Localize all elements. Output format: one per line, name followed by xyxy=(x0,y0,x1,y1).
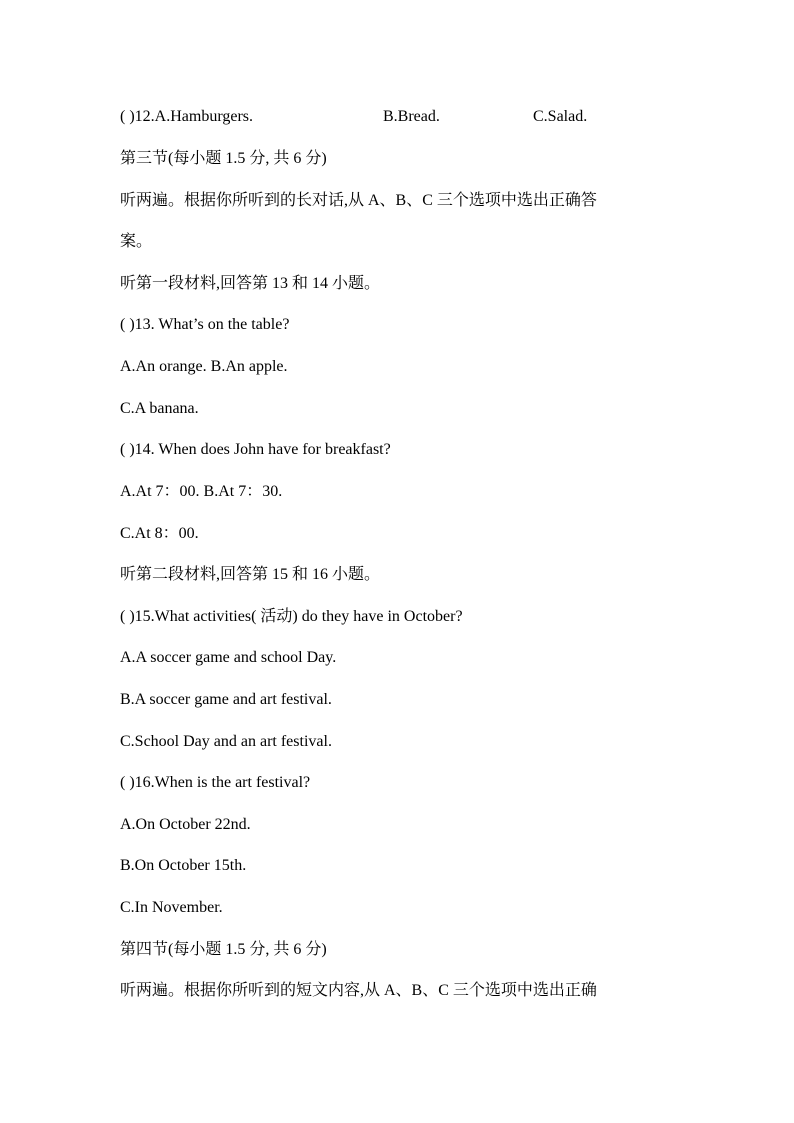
section-3-instruction-line-1: 听两遍。根据你所听到的长对话,从 A、B、C 三个选项中选出正确答 xyxy=(120,192,597,209)
question-15-option-c: C.School Day and an art festival. xyxy=(120,733,332,750)
question-13-stem: ( )13. What’s on the table? xyxy=(120,316,290,333)
question-16-option-b: B.On October 15th. xyxy=(120,857,247,874)
section-3-instruction-line-2: 案。 xyxy=(120,233,153,250)
material-1-intro: 听第一段材料,回答第 13 和 14 小题。 xyxy=(120,275,381,292)
question-12-option-c: C.Salad. xyxy=(533,108,588,125)
question-13-option-c: C.A banana. xyxy=(120,400,199,417)
section-4-heading: 第四节(每小题 1.5 分, 共 6 分) xyxy=(120,941,327,958)
question-12-option-b: B.Bread. xyxy=(383,108,440,125)
question-15-stem: ( )15.What activities( 活动) do they have in October? xyxy=(120,608,463,625)
section-3-heading: 第三节(每小题 1.5 分, 共 6 分) xyxy=(120,150,327,167)
question-15-option-b: B.A soccer game and art festival. xyxy=(120,691,332,708)
question-16-stem: ( )16.When is the art festival? xyxy=(120,774,311,791)
question-14-options-ab: A.At 7：00. B.At 7：30. xyxy=(120,483,283,500)
question-12 xyxy=(120,107,253,127)
question-16-option-c: C.In November. xyxy=(120,899,223,916)
material-2-intro: 听第二段材料,回答第 15 和 16 小题。 xyxy=(120,566,381,583)
question-12-stem: ( )12.A.Hamburgers. xyxy=(120,108,254,125)
question-14-stem: ( )14. When does John have for breakfast? xyxy=(120,441,391,458)
question-15-option-a: A.A soccer game and school Day. xyxy=(120,649,337,666)
section-4-instruction-line-1: 听两遍。根据你所听到的短文内容,从 A、B、C 三个选项中选出正确 xyxy=(120,982,597,999)
question-13-options-ab: A.An orange. B.An apple. xyxy=(120,358,288,375)
question-16-option-a: A.On October 22nd. xyxy=(120,816,251,833)
question-14-option-c: C.At 8：00. xyxy=(120,525,199,542)
